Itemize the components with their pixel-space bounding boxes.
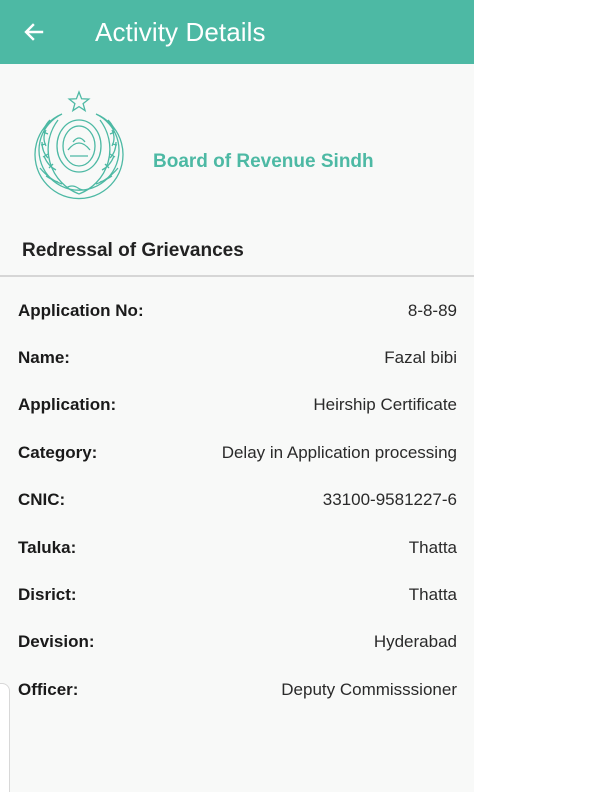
detail-value: Heirship Certificate — [313, 395, 457, 415]
detail-row-application-no — [0, 287, 474, 334]
detail-value: Thatta — [408, 537, 457, 557]
app-bar — [0, 0, 474, 64]
back-button[interactable] — [22, 4, 74, 60]
page-title: Activity Details — [95, 16, 266, 47]
arrow-left-icon — [22, 20, 46, 44]
detail-value: 8-8-89 — [407, 300, 457, 320]
detail-value: 33100-9581227-6 — [322, 490, 457, 510]
detail-label: Application No: — [18, 300, 144, 320]
detail-value: Thatta — [408, 585, 457, 605]
detail-value: Hyderabad — [373, 632, 457, 652]
edge-panel — [0, 683, 10, 792]
detail-label: CNIC: — [18, 490, 66, 510]
detail-label: Officer: — [18, 679, 79, 699]
detail-label: Taluka: — [18, 537, 77, 557]
details-list — [0, 277, 474, 714]
sindh-emblem-logo — [26, 90, 132, 202]
detail-row-district — [0, 571, 474, 618]
detail-label: Devision: — [18, 632, 95, 652]
section-title: Redressal of Grievances — [22, 240, 244, 261]
detail-row-application — [0, 382, 474, 429]
detail-value: Fazal bibi — [384, 348, 457, 368]
detail-value: Deputy Commisssioner — [281, 679, 457, 699]
detail-row-officer — [0, 666, 474, 713]
detail-label: Application: — [18, 395, 117, 415]
brand-header — [0, 64, 474, 188]
detail-row-name — [0, 334, 474, 381]
detail-label: Disrict: — [18, 585, 77, 605]
detail-row-category — [0, 429, 474, 476]
detail-row-taluka — [0, 524, 474, 571]
section-header — [0, 188, 474, 277]
detail-row-division — [0, 619, 474, 666]
detail-label: Category: — [18, 442, 98, 462]
detail-label: Name: — [18, 348, 70, 368]
organization-name: Board of Revenue Sindh — [153, 151, 374, 172]
detail-value: Delay in Application processing — [221, 442, 457, 462]
detail-row-cnic — [0, 477, 474, 524]
